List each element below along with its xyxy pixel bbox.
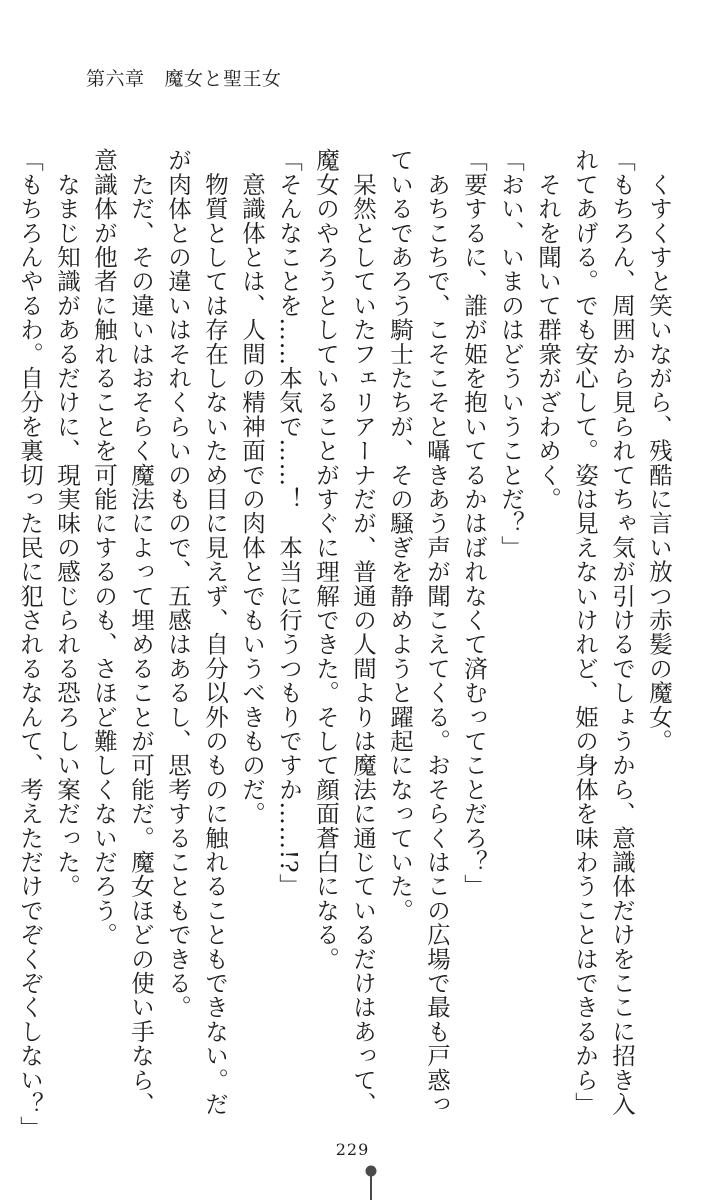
- chapter-number: 第六章: [86, 68, 145, 90]
- text-line: ただ、その違いはおそらく魔法によって埋めることが可能だ。魔女ほどの使い手なら、: [127, 148, 155, 1116]
- ribbon-bookmark-icon: [363, 1164, 379, 1200]
- text-line: くすくすと笑いながら、残酷に言い放つ赤髪の魔女。: [645, 148, 673, 753]
- text-line: あちこちで、こそこそと囁きあう声が聞こえてくる。おそらくはこの広場で最も戸惑っ: [423, 148, 451, 1116]
- text-line: 「もちろんやるわ。自分を裏切った民に犯されるなんて、考えただけでぞくぞくしない？」: [16, 148, 44, 1141]
- text-line: それを聞いて群衆がざわめく。: [534, 148, 562, 511]
- text-line: なまじ知識があるだけに、現実味の感じられる恐ろしい案だった。: [53, 148, 81, 899]
- text-line: 意識体が他者に触れることを可能にするのも、さほど難しくないだろう。: [90, 148, 118, 947]
- text-line: 「おい、いまのはどういうことだ？」: [497, 148, 525, 560]
- text-line: 「要するに、誰が姫を抱いてるかはばれなくて済むってことだろ？」: [460, 148, 488, 899]
- text-line: が肉体との違いはそれくらいのもので、五感はあるし、思考することもできる。: [164, 148, 192, 1020]
- chapter-title: 魔女と聖王女: [164, 68, 282, 90]
- text-line: 魔女のやろうとしていることがすぐに理解できた。そして顔面蒼白になる。: [312, 148, 340, 971]
- page-number: 229: [335, 1140, 370, 1159]
- text-line: 呆然としていたフェリアーナだが、普通の人間よりは魔法に通じているだけはあって、: [349, 148, 377, 1116]
- text-line: 物質としては存在しないため目に見えず、自分以外のものに触れることもできない。だ: [201, 148, 229, 1116]
- chapter-header: [86, 64, 282, 91]
- text-line: 「もちろん、周囲から見られてちゃ気が引けるでしょうから、意識体だけをここに招き入: [608, 148, 636, 1116]
- text-line: ているであろう騎士たちが、その騒ぎを静めようと躍起になっていた。: [386, 148, 414, 923]
- text-line: れてあげる。でも安心して。姿は見えないけれど、姫の身体を味わうことはできるから」: [571, 148, 599, 1116]
- text-line: 「そんなことを……本気で……！ 本当に行うつもりですか……!?」: [275, 148, 303, 898]
- text-line: 意識体とは、人間の精神面での肉体とでもいうべきものだ。: [238, 148, 266, 826]
- vertical-body-text: [16, 148, 677, 1141]
